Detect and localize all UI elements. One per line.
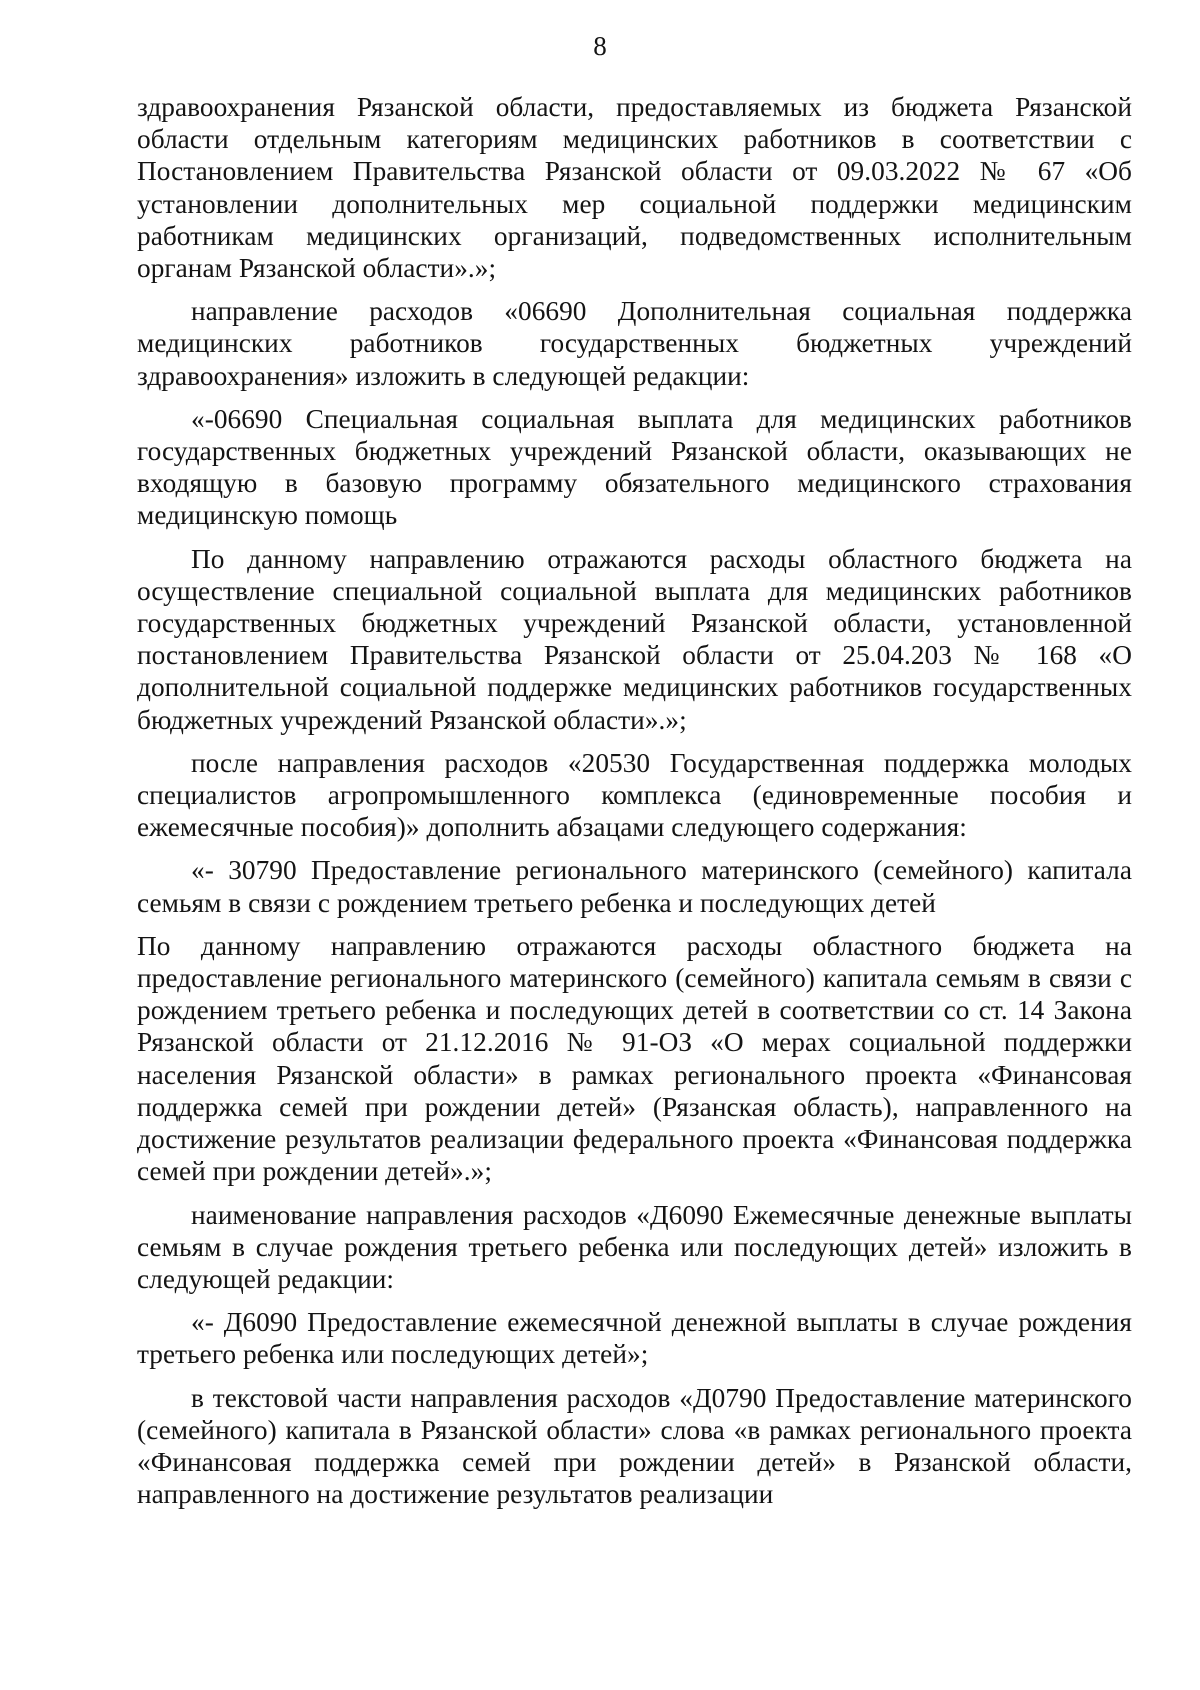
page-number: 8 (593, 31, 607, 61)
paragraph-6: «- 30790 Предоставление регионального материнского (семейного) капитала семьям в связи с рождением третьего ребенка и последующих детей (137, 855, 1132, 918)
paragraph-10: в текстовой части направления расходов «Д0790 Предоставление материнского (семейного) капитала в Рязанской области» слова «в рамках регионального проекта «Финансовая поддержка семей при рождении детей» в Рязанской области, направленного на достижение результатов реализации (137, 1382, 1132, 1510)
paragraph-7: По данному направлению отражаются расходы областного бюджета на предоставление регионального материнского (семейного) капитала семьям в связи с рождением третьего ребенка и последующих детей в соответствии со ст. 14 Закона Рязанской области от 21.12.2016 № 91-ОЗ «О мерах социальной поддержки населения Рязанской области» в рамках регионального проекта «Финансовая поддержка семей при рождении детей» (Рязанская область), направленного на достижение результатов реализации федерального проекта «Финансовая поддержка семей при рождении детей».»; (137, 930, 1132, 1187)
paragraph-1: здравоохранения Рязанской области, предоставляемых из бюджета Рязанской области отдельным категориям медицинских работников в соответствии с Постановлением Правительства Рязанской области от 09.03.2022 № 67 «Об установлении дополнительных мер социальной поддержки медицинским работникам медицинских организаций, подведомственных исполнительным органам Рязанской области».»; (137, 92, 1132, 284)
paragraph-5: после направления расходов «20530 Государственная поддержка молодых специалистов агропромышленного комплекса (единовременные пособия и ежемесячные пособия)» дополнить абзацами следующего содержания: (137, 747, 1132, 843)
document-body (137, 91, 1132, 1521)
paragraph-8: наименование направления расходов «Д6090 Ежемесячные денежные выплаты семьям в случае рождения третьего ребенка или последующих детей» изложить в следующей редакции: (137, 1199, 1132, 1294)
paragraph-9: «- Д6090 Предоставление ежемесячной денежной выплаты в случае рождения третьего ребенка или последующих детей»; (137, 1307, 1132, 1370)
paragraph-4: По данному направлению отражаются расходы областного бюджета на осуществление специальной социальной выплата для медицинских работников государственных бюджетных учреждений Рязанской области, установленной постановлением Правительства Рязанской области от 25.04.203 № 168 «О дополнительной социальной поддержке медицинских работников государственных бюджетных учреждений Рязанской области».»; (137, 543, 1132, 735)
paragraph-2: направление расходов «06690 Дополнительная социальная поддержка медицинских работников государственных бюджетных учреждений здравоохранения» изложить в следующей редакции: (137, 296, 1132, 391)
paragraph-3: «-06690 Специальная социальная выплата для медицинских работников государственных бюджетных учреждений Рязанской области, оказывающих не входящую в базовую программу обязательного медицинского страхования медицинскую помощь (137, 403, 1132, 531)
